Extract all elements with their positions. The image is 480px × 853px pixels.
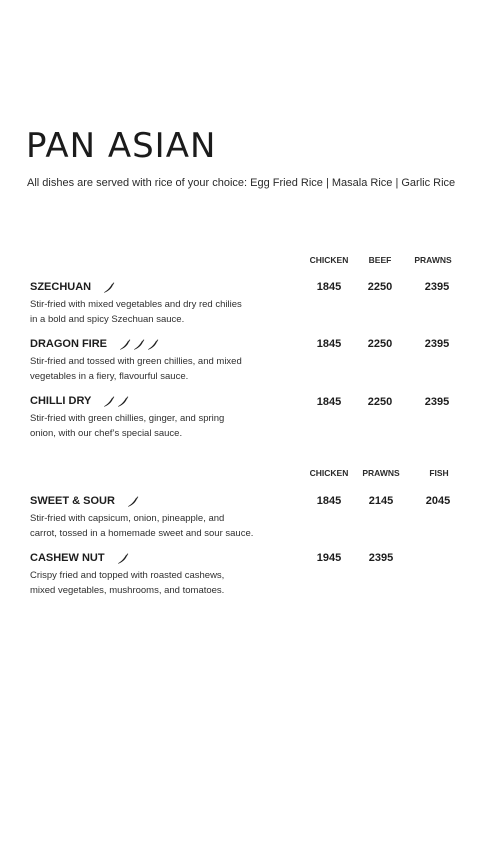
price-beef: 2250 (367, 396, 393, 408)
dish-description-line: Crispy fried and topped with roasted cashews, (30, 570, 225, 581)
column-header-prawns: PRAWNS (414, 255, 452, 265)
price-prawns: 2395 (424, 281, 450, 293)
chili-pepper-icon (103, 395, 115, 407)
price-prawns: 2395 (424, 338, 450, 350)
dish-name: SWEET & SOUR (30, 495, 115, 507)
chili-pepper-icon (117, 552, 129, 564)
spice-level (103, 281, 115, 293)
price-chicken: 1845 (316, 495, 342, 507)
dish-description-line: Stir-fried with mixed vegetables and dry red chilies (30, 299, 242, 310)
price-chicken: 1845 (316, 338, 342, 350)
chili-pepper-icon (103, 281, 115, 293)
price-prawns: 2145 (368, 495, 394, 507)
chili-pepper-icon (119, 338, 131, 350)
column-header-chicken: CHICKEN (309, 255, 349, 265)
dish-name: CASHEW NUT (30, 552, 105, 564)
price-beef: 2250 (367, 281, 393, 293)
dish-description-line: vegetables in a fiery, flavourful sauce. (30, 371, 189, 382)
price-chicken: 1845 (316, 396, 342, 408)
dish-description (30, 411, 320, 441)
price-chicken: 1945 (316, 552, 342, 564)
dish-name: CHILLI DRY (30, 395, 92, 407)
page-title: PAN ASIAN (26, 126, 217, 166)
spice-level (103, 395, 129, 407)
spice-level (117, 552, 129, 564)
chili-pepper-icon (147, 338, 159, 350)
dish-description-line: onion, with our chef’s special sauce. (30, 428, 183, 439)
menu-item-sweet-and-sour (30, 493, 320, 541)
menu-item-dragon-fire (30, 336, 320, 384)
dish-description-line: Stir-fried and tossed with green chillies, and mixed (30, 356, 242, 367)
dish-description-line: carrot, tossed in a homemade sweet and sour sauce. (30, 528, 254, 539)
price-chicken: 1845 (316, 281, 342, 293)
chili-pepper-icon (117, 395, 129, 407)
dish-description (30, 354, 320, 384)
dish-description-line: Stir-fried with capsicum, onion, pineapple, and (30, 513, 225, 524)
dish-description (30, 511, 320, 541)
menu-item-cashew-nut (30, 550, 320, 598)
column-header-prawns: PRAWNS (362, 468, 400, 478)
spice-level (119, 338, 159, 350)
dish-name: DRAGON FIRE (30, 338, 107, 350)
dish-name: SZECHUAN (30, 281, 92, 293)
dish-description-line: Stir-fried with green chillies, ginger, and spring (30, 413, 225, 424)
price-prawns: 2395 (368, 552, 394, 564)
column-header-chicken: CHICKEN (309, 468, 349, 478)
price-fish: 2045 (425, 495, 451, 507)
price-prawns: 2395 (424, 396, 450, 408)
column-header-fish: FISH (429, 468, 449, 478)
menu-item-szechuan (30, 279, 320, 327)
price-beef: 2250 (367, 338, 393, 350)
rice-choice-note: All dishes are served with rice of your choice: Egg Fried Rice | Masala Rice | Garlic Rice (27, 177, 456, 189)
chili-pepper-icon (127, 495, 139, 507)
dish-description (30, 568, 320, 598)
column-header-beef: BEEF (368, 255, 392, 265)
spice-level (127, 495, 139, 507)
dish-description-line: in a bold and spicy Szechuan sauce. (30, 314, 185, 325)
dish-description (30, 297, 320, 327)
menu-item-chilli-dry (30, 393, 320, 441)
dish-description-line: mixed vegetables, mushrooms, and tomatoes. (30, 585, 225, 596)
chili-pepper-icon (133, 338, 145, 350)
